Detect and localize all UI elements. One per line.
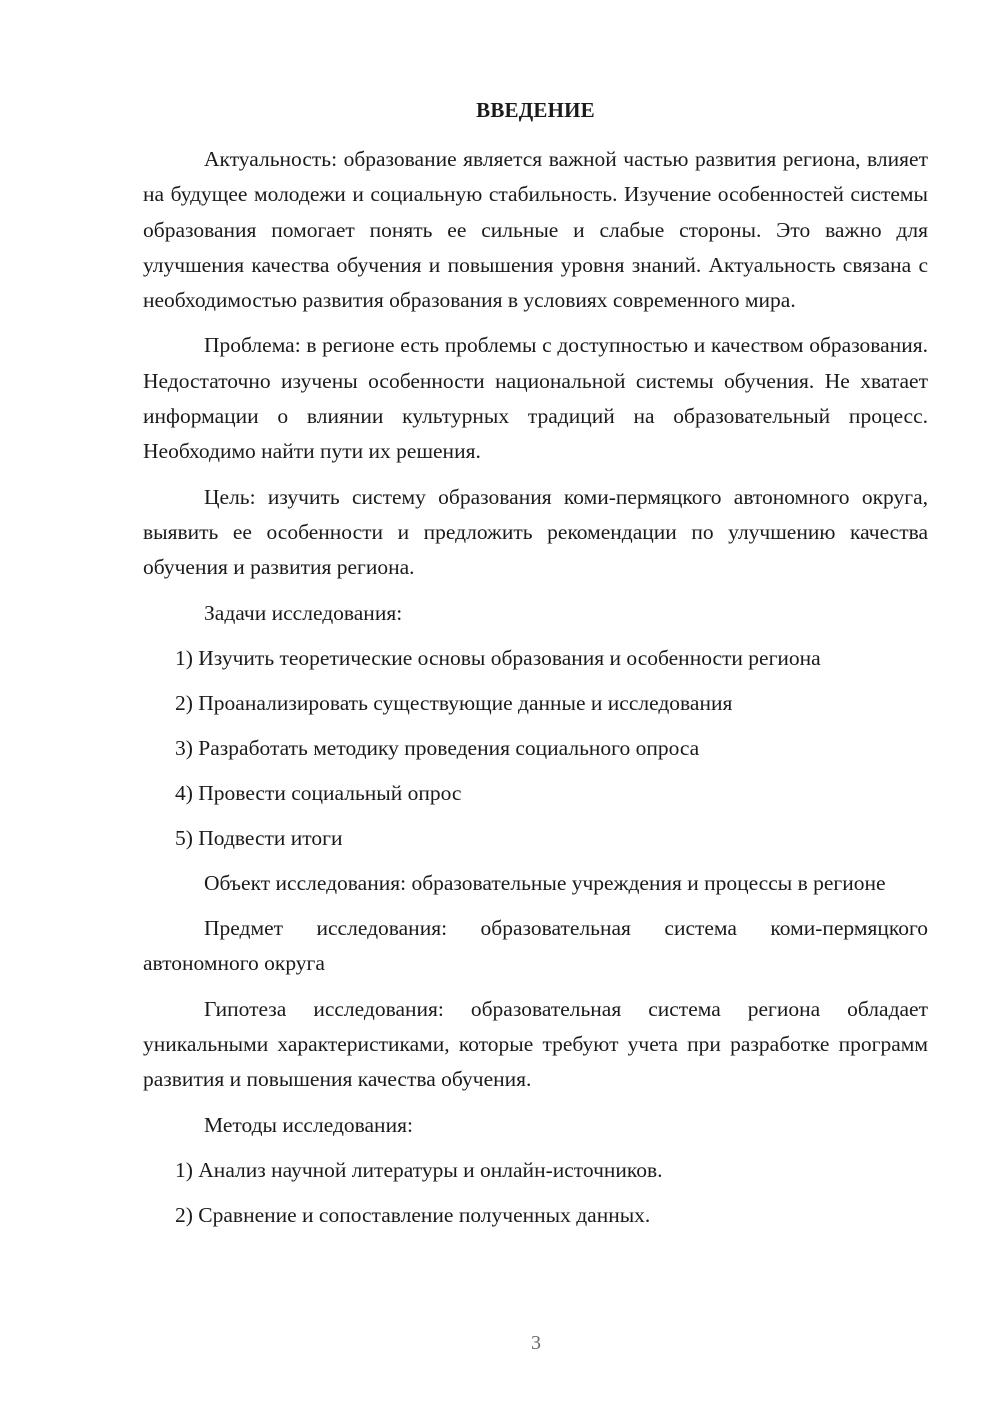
methods-heading: Методы исследования: — [204, 1112, 413, 1137]
task-item: 5) Подвести итоги — [175, 825, 343, 850]
goal-paragraph: Цель: изучить систему образования коми-пермяцкого автономного округа, выявить ее особенности и предложить рекомендации по улучшению качества обучения и развития региона. — [143, 484, 928, 580]
relevance-paragraph: Актуальность: образование является важной частью развития региона, влияет на будущее молодежи и социальную стабильность. Изучение особенностей системы образования помогает понять ее сильные и слабые стороны. Это важно для улучшения качества обучения и повышения уровня знаний. Актуальность связана с необходимостью развития образования в условиях современного мира. — [143, 147, 928, 313]
tasks-heading: Задачи исследования: — [204, 600, 403, 625]
method-item: 1) Анализ научной литературы и онлайн-источников. — [175, 1157, 663, 1182]
task-item: 1) Изучить теоретические основы образования и особенности региона — [175, 645, 821, 670]
problem-paragraph: Проблема: в регионе есть проблемы с доступностью и качеством образования. Недостаточно изучены особенности национальной системы обучения. Не хватает информации о влиянии культурных традиций на образовательный процесс. Необходимо найти пути их решения. — [143, 333, 928, 464]
task-item: 3) Разработать методику проведения социального опроса — [175, 735, 700, 760]
hypothesis-paragraph: Гипотеза исследования: образовательная система региона обладает уникальными характеристиками, которые требуют учета при разработке программ развития и повышения качества обучения. — [143, 996, 928, 1092]
task-item: 4) Провести социальный опрос — [175, 780, 462, 805]
subject-paragraph: Предмет исследования: образовательная система коми-пермяцкого автономного округа — [143, 916, 928, 976]
object-paragraph: Объект исследования: образовательные учреждения и процессы в регионе — [204, 870, 886, 895]
document-page — [143, 92, 928, 1243]
section-title: ВВЕДЕНИЕ — [476, 98, 595, 122]
task-item: 2) Проанализировать существующие данные и исследования — [175, 690, 733, 715]
page-number: 3 — [531, 1332, 541, 1354]
method-item: 2) Сравнение и сопоставление полученных данных. — [175, 1202, 651, 1227]
